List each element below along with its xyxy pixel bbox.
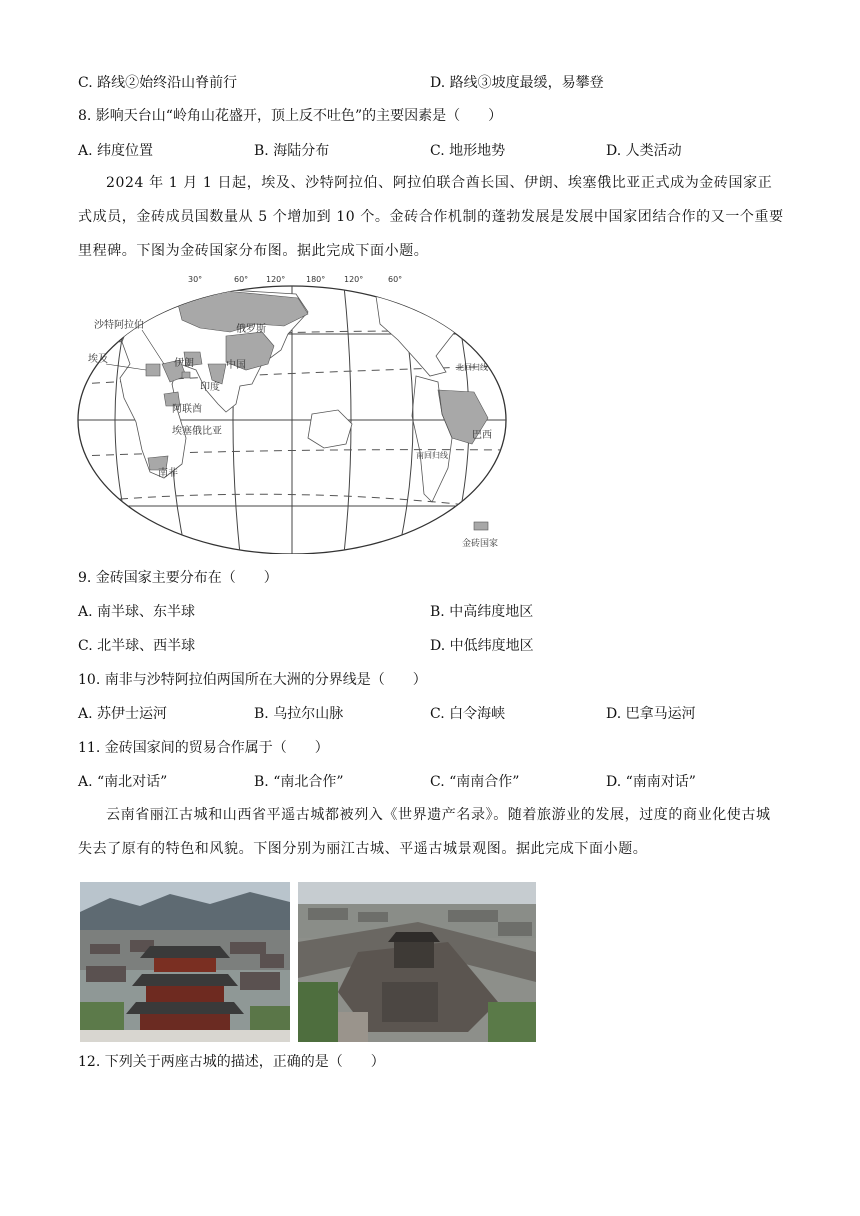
lijiang-photo bbox=[80, 882, 290, 1042]
tick-120: 120° bbox=[266, 275, 286, 284]
tick-60w: 60° bbox=[388, 275, 403, 284]
tick-30: 30° bbox=[188, 275, 203, 284]
label-saudi: 沙特阿拉伯 bbox=[94, 320, 144, 331]
label-india: 印度 bbox=[200, 382, 220, 393]
q11-option-b[interactable]: B. “南北合作” bbox=[254, 774, 344, 790]
label-iran: 伊朗 bbox=[174, 358, 194, 369]
passage-brics bbox=[78, 166, 784, 268]
q10-option-c[interactable]: C. 白令海峡 bbox=[430, 706, 506, 722]
q9-option-b[interactable]: B. 中高纬度地区 bbox=[430, 604, 534, 620]
label-russia: 俄罗斯 bbox=[236, 324, 266, 335]
q10-stem: 10. 南非与沙特阿拉伯两国所在大洲的分界线是（ ） bbox=[78, 672, 427, 688]
q10-option-d[interactable]: D. 巴拿马运河 bbox=[606, 706, 696, 722]
brics-world-map bbox=[76, 272, 516, 554]
label-china: 中国 bbox=[226, 360, 246, 371]
q12-stem: 12. 下列关于两座古城的描述，正确的是（ ） bbox=[78, 1054, 385, 1070]
q9-stem: 9. 金砖国家主要分布在（ ） bbox=[78, 570, 278, 586]
q11-option-c[interactable]: C. “南南合作” bbox=[430, 774, 520, 790]
tick-120w: 120° bbox=[344, 275, 364, 284]
q7-option-c[interactable]: C. 路线②始终沿山脊前行 bbox=[78, 75, 238, 91]
q11-option-d[interactable]: D. “南南对话” bbox=[606, 774, 696, 790]
label-southafrica: 南非 bbox=[158, 468, 178, 479]
q8-option-a[interactable]: A. 纬度位置 bbox=[78, 143, 154, 159]
tick-60: 60° bbox=[234, 275, 249, 284]
label-brazil: 巴西 bbox=[472, 430, 492, 441]
q10-option-a[interactable]: A. 苏伊士运河 bbox=[78, 706, 168, 722]
legend-swatch bbox=[474, 522, 488, 530]
q9-option-a[interactable]: A. 南半球、东半球 bbox=[78, 604, 196, 620]
passage-brics-text: 2024 年 1 月 1 日起，埃及、沙特阿拉伯、阿拉伯联合酋长国、伊朗、埃塞俄比亚正式成为金砖国家正式成员，金砖成员国数量从 5 个增加到 10 个。金砖合作机制的蓬勃发展是发展中国家团结合作的又一个重要里程碑。下图为金砖国家分布图。据此完成下面小题。 bbox=[78, 175, 784, 259]
q11-option-a[interactable]: A. “南北对话” bbox=[78, 774, 168, 790]
q8-option-b[interactable]: B. 海陆分布 bbox=[254, 143, 330, 159]
label-egypt: 埃及 bbox=[88, 354, 108, 365]
egypt-shape bbox=[146, 364, 160, 376]
label-tropic-cancer: 北回归线 bbox=[456, 363, 488, 372]
passage-ancient-cities-text: 云南省丽江古城和山西省平遥古城都被列入《世界遗产名录》。随着旅游业的发展，过度的商业化使古城失去了原有的特色和风貌。下图分别为丽江古城、平遥古城景观图。据此完成下面小题。 bbox=[78, 807, 771, 857]
q8-stem: 8. 影响天台山“岭角山花盛开，顶上反不吐色”的主要因素是（ ） bbox=[78, 108, 503, 124]
q7-option-d[interactable]: D. 路线③坡度最缓，易攀登 bbox=[430, 75, 604, 91]
tick-180: 180° bbox=[306, 275, 326, 284]
q10-option-b[interactable]: B. 乌拉尔山脉 bbox=[254, 706, 344, 722]
legend-label: 金砖国家 bbox=[462, 539, 499, 549]
uae-shape bbox=[182, 372, 190, 378]
label-tropic-capricorn: 南回归线 bbox=[416, 451, 448, 460]
q8-option-d[interactable]: D. 人类活动 bbox=[606, 143, 682, 159]
q9-option-c[interactable]: C. 北半球、西半球 bbox=[78, 638, 196, 654]
label-uae: 阿联酋 bbox=[172, 404, 202, 415]
q9-option-d[interactable]: D. 中低纬度地区 bbox=[430, 638, 534, 654]
map-svg bbox=[76, 272, 516, 554]
q11-stem: 11. 金砖国家间的贸易合作属于（ ） bbox=[78, 740, 329, 756]
label-ethiopia: 埃塞俄比亚 bbox=[172, 426, 222, 437]
q8-option-c[interactable]: C. 地形地势 bbox=[430, 143, 506, 159]
pingyao-photo bbox=[298, 882, 536, 1042]
passage-ancient-cities bbox=[78, 798, 784, 866]
